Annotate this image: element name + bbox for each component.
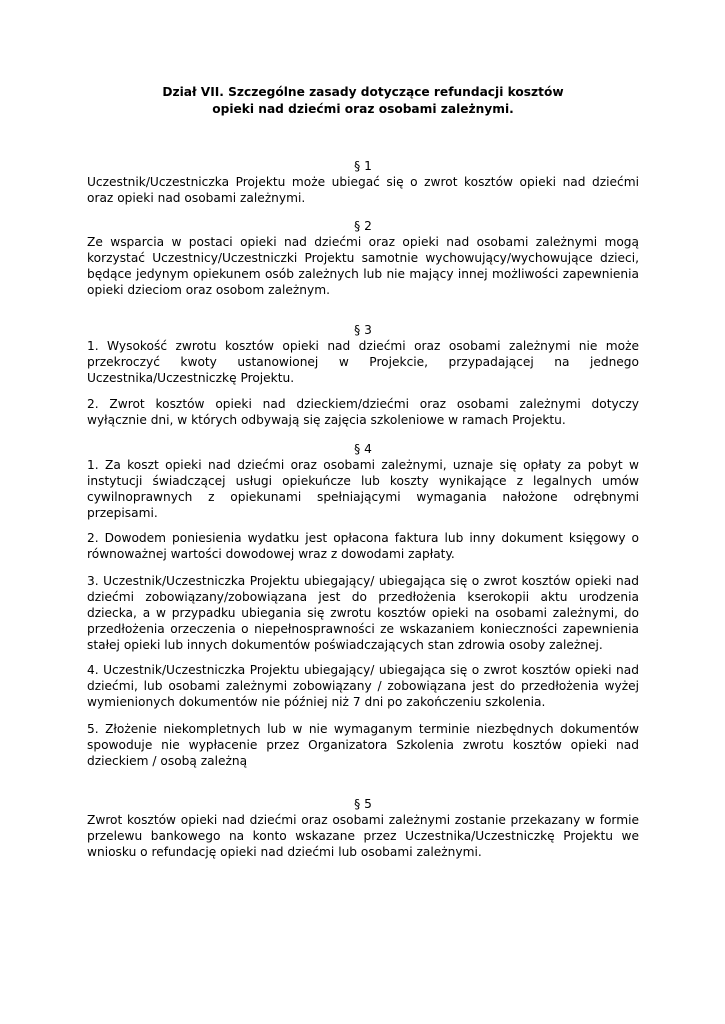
section-1-paragraph-1: Uczestnik/Uczestniczka Projektu może ubiegać się o zwrot kosztów opieki nad dziećmi oraz opieki nad osobami zależnymi. [87, 175, 639, 205]
section-2-heading: § 2 [354, 219, 372, 233]
section-5-paragraph-1: Zwrot kosztów opieki nad dziećmi oraz osobami zależnymi zostanie przekazany w formie przelewu bankowego na konto wskazane przez Uczestnika/Uczestniczkę Projektu we wniosku o refundację opieki nad dziećmi lub osobami zależnymi. [87, 813, 639, 859]
section-4-paragraph-5: 5. Złożenie niekompletnych lub w nie wymaganym terminie niezbędnych dokumentów spowoduje nie wypłacenie przez Organizatora Szkolenia zwrotu kosztów opieki nad dzieckiem / osobą zależną [87, 722, 639, 768]
section-3-paragraph-1: 1. Wysokość zwrotu kosztów opieki nad dziećmi oraz osobami zależnymi nie może przekroczyć kwoty ustanowionej w Projekcie, przypadającej na jednego Uczestnika/Uczestniczkę Projektu. [87, 339, 639, 385]
section-2-paragraph-1: Ze wsparcia w postaci opieki nad dziećmi oraz opieki nad osobami zależnymi mogą korzystać Uczestnicy/Uczestniczki Projektu samotnie wychowujący/wychowujące dzieci, będące jedynym opiekunem osób zależnych lub nie mający innej możliwości zapewnienia opieki dzieciom oraz osobom zależnym. [87, 235, 639, 297]
section-4-paragraph-3: 3. Uczestnik/Uczestniczka Projektu ubiegający/ ubiegająca się o zwrot kosztów opieki nad dziećmi zobowiązany/zobowiązana jest do przedłożenia kserokopii aktu urodzenia dziecka, a w przypadku ubiegania się zwrotu kosztów opieki na osobami zależnymi, do przedłożenia orzeczenia o niepełnosprawności ze wskazaniem konieczności zapewnienia stałej opieki lub innych dokumentów poświadczających stan zdrowia osoby zależnej. [87, 574, 639, 652]
section-3-heading: § 3 [354, 323, 372, 337]
section-3-paragraph-2: 2. Zwrot kosztów opieki nad dzieckiem/dziećmi oraz osobami zależnymi dotyczy wyłącznie dni, w których odbywają się zajęcia szkoleniowe w ramach Projektu. [87, 397, 639, 427]
title-line-2: opieki nad dziećmi oraz osobami zależnymi. [212, 102, 514, 116]
section-4-heading: § 4 [354, 442, 372, 456]
section-4-paragraph-4: 4. Uczestnik/Uczestniczka Projektu ubiegający/ ubiegająca się o zwrot kosztów opieki nad dziećmi, lub osobami zależnymi zobowiązany / zobowiązana jest do przedłożenia wyżej wymienionych dokumentów nie później niż 7 dni po zakończeniu szkolenia. [87, 663, 639, 709]
document-title [87, 84, 639, 118]
section-1-heading: § 1 [354, 159, 372, 173]
section-4-paragraph-1: 1. Za koszt opieki nad dziećmi oraz osobami zależnymi, uznaje się opłaty za pobyt w instytucji świadczącej usługi opiekuńcze lub koszty wynikające z legalnych umów cywilnoprawnych z opiekunami spełniającymi wymagania nałożone odrębnymi przepisami. [87, 458, 639, 520]
title-line-1: Dział VII. Szczególne zasady dotyczące refundacji kosztów [162, 85, 564, 99]
section-5-heading: § 5 [354, 797, 372, 811]
section-4-paragraph-2: 2. Dowodem poniesienia wydatku jest opłacona faktura lub inny dokument księgowy o równoważnej wartości dowodowej wraz z dowodami zapłaty. [87, 531, 639, 561]
